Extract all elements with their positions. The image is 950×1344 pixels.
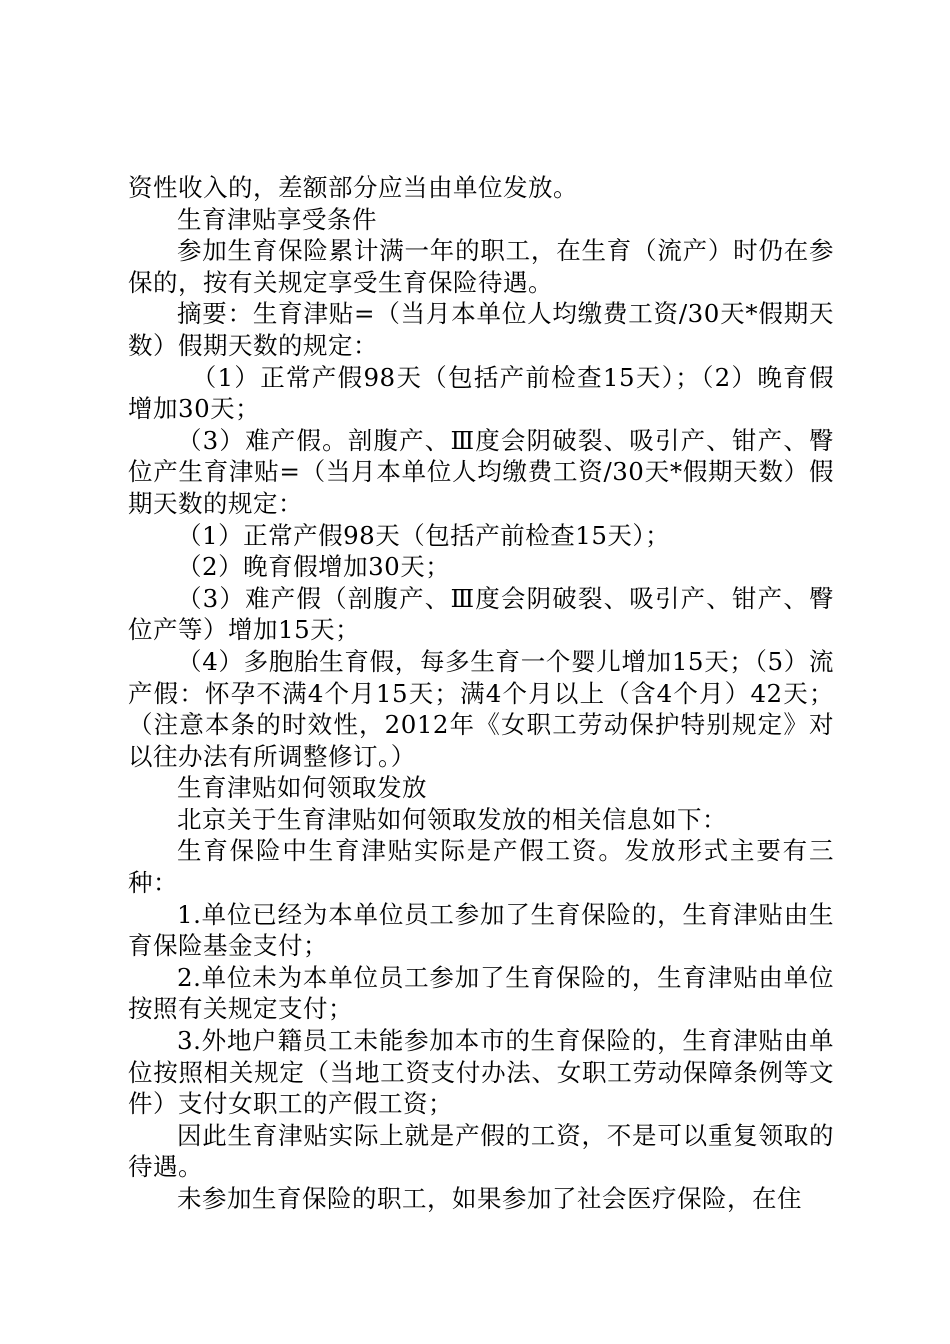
paragraph: 资性收入的，差额部分应当由单位发放。 (128, 173, 578, 202)
list-item: 3.外地户籍员工未能参加本市的生育保险的，生育津贴由单位按照相关规定（当地工资支付办法、女职工劳动保障条例等文件）支付女职工的产假工资； (128, 1026, 834, 1119)
paragraph: 未参加生育保险的职工，如果参加了社会医疗保险，在住 (177, 1184, 802, 1213)
paragraph: （1）正常产假98天（包括产前检查15天）； (177, 520, 671, 550)
paragraph: （4）多胞胎生育假，每多生育一个婴儿增加15天；（5）流产假：怀孕不满4个月15天；满4个月以上（含4个月）42天；（注意本条的时效性，2012年《女职工劳动保护特别规定》对以往办法有所调整修订。） (128, 646, 834, 771)
section-heading: 生育津贴享受条件 (177, 204, 377, 234)
paragraph: （3）难产假（剖腹产、Ⅲ度会阴破裂、吸引产、钳产、臀位产等）增加15天； (128, 583, 834, 645)
paragraph: 北京关于生育津贴如何领取发放的相关信息如下： (177, 804, 727, 834)
paragraph: （3）难产假。剖腹产、Ⅲ度会阴破裂、吸引产、钳产、臀位产生育津贴=（当月本单位人均缴费工资/30天*假期天数）假期天数的规定： (128, 425, 834, 518)
paragraph: 摘要：生育津贴=（当月本单位人均缴费工资/30天*假期天数）假期天数的规定： (128, 299, 834, 360)
paragraph: 生育保险中生育津贴实际是产假工资。发放形式主要有三种： (128, 836, 834, 898)
document-page (128, 172, 834, 1215)
paragraph: （1）正常产假98天（包括产前检查15天）；（2）晚育假增加30天； (128, 362, 834, 424)
paragraph: 因此生育津贴实际上就是产假的工资，不是可以重复领取的待遇。 (128, 1120, 834, 1182)
paragraph: 参加生育保险累计满一年的职工，在生育（流产）时仍在参保的，按有关规定享受生育保险待遇。 (128, 236, 834, 297)
list-item: 1.单位已经为本单位员工参加了生育保险的，生育津贴由生育保险基金支付； (128, 899, 834, 961)
paragraph: （2）晚育假增加30天； (177, 552, 451, 582)
section-heading: 生育津贴如何领取发放 (177, 773, 427, 803)
list-item: 2.单位未为本单位员工参加了生育保险的，生育津贴由单位按照有关规定支付； (128, 962, 834, 1024)
